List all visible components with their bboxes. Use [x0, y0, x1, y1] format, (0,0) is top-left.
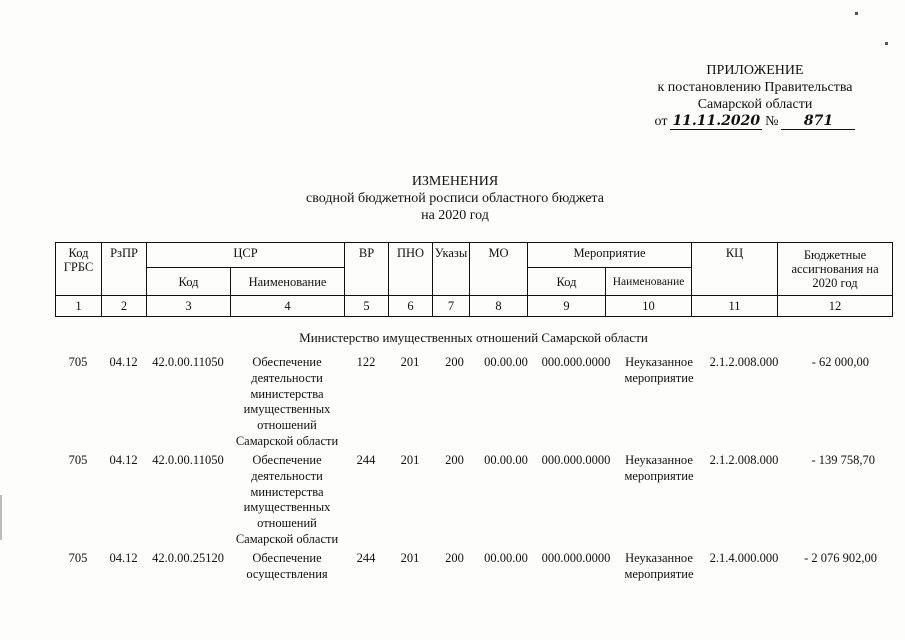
- cell-amount: - 62 000,00: [811, 355, 869, 369]
- header-kod-grbs: Код ГРБС: [56, 243, 102, 296]
- cell-vr: 244: [356, 551, 376, 565]
- cell-pno: 201: [400, 551, 420, 565]
- cell-amount: - 139 758,70: [811, 453, 875, 467]
- header-csr-name: Наименование: [231, 268, 345, 296]
- header-num: 4: [231, 296, 345, 317]
- title-line-1: ИЗМЕНЕНИЯ: [411, 174, 499, 189]
- header-pno: ПНО: [389, 243, 433, 296]
- document-title: [250, 173, 660, 224]
- title-line-2: сводной бюджетной росписи областного бюджета: [306, 191, 604, 206]
- header-num: 10: [606, 296, 692, 317]
- cell-rzpr: 04.12: [109, 551, 138, 565]
- appendix-title: ПРИЛОЖЕНИЕ: [706, 63, 804, 78]
- cell-name: Обеспечение осуществления: [246, 551, 328, 581]
- date-prefix: от: [654, 114, 668, 129]
- cell-grbs: 705: [68, 453, 88, 467]
- header-ukazy: Указы: [433, 243, 470, 296]
- cell-ukazy: 200: [445, 551, 464, 565]
- handwritten-number: 871: [781, 114, 855, 130]
- section-title: Министерство имущественных отношений Самарской области: [299, 330, 648, 345]
- cell-vr: 122: [356, 355, 376, 369]
- cell-vr: 244: [356, 453, 376, 467]
- header-mer-name: Наименование: [606, 268, 692, 296]
- header-mo: МО: [470, 243, 528, 296]
- header-num: 9: [528, 296, 606, 317]
- cell-grbs: 705: [68, 355, 88, 369]
- header-kc: КЦ: [692, 243, 778, 296]
- scan-mark: [855, 12, 858, 15]
- appendix-line-1: к постановлению Правительства: [657, 80, 853, 95]
- header-meropriyatie: Мероприятие: [528, 243, 692, 268]
- cell-mo: 00.00.00: [484, 453, 528, 467]
- appendix-date-row: [620, 113, 890, 130]
- cell-rzpr: 04.12: [109, 355, 138, 369]
- appendix-line-2: Самарской области: [697, 97, 813, 112]
- cell-mer-name: Неуказанное мероприятие: [624, 453, 694, 483]
- number-prefix: №: [765, 114, 779, 129]
- cell-grbs: 705: [68, 551, 88, 565]
- cell-kc: 2.1.2.008.000: [709, 453, 779, 467]
- table-row: [55, 355, 892, 453]
- header-num: 6: [389, 296, 433, 317]
- header-num: 5: [345, 296, 389, 317]
- header-num: 8: [470, 296, 528, 317]
- table-row: [55, 551, 892, 591]
- cell-pno: 201: [400, 355, 420, 369]
- scan-mark: [885, 42, 888, 45]
- header-rzpr: РзПР: [102, 243, 147, 296]
- header-num: 12: [778, 296, 893, 317]
- table-body: [55, 355, 892, 591]
- cell-mer-name: Неуказанное мероприятие: [624, 355, 694, 385]
- cell-mer-name: Неуказанное мероприятие: [624, 551, 694, 581]
- cell-amount: - 2 076 902,00: [804, 551, 877, 565]
- header-num: 2: [102, 296, 147, 317]
- cell-csr: 42.0.00.11050: [152, 355, 224, 369]
- header-num: 1: [56, 296, 102, 317]
- header-mer-kod: Код: [528, 268, 606, 296]
- table-row: [55, 453, 892, 551]
- cell-csr: 42.0.00.25120: [152, 551, 224, 565]
- header-vr: ВР: [345, 243, 389, 296]
- cell-name: Обеспечение деятельности министерства имущественных отношений Самарской области: [235, 355, 339, 448]
- cell-pno: 201: [400, 453, 420, 467]
- cell-mer-kod: 000.000.0000: [541, 551, 611, 565]
- appendix-block: [620, 62, 890, 130]
- cell-kc: 2.1.4.000.000: [709, 551, 779, 565]
- table-header: [55, 242, 893, 317]
- cell-name: Обеспечение деятельности министерства имущественных отношений Самарской области: [235, 453, 339, 546]
- header-budget: Бюджетные ассигнования на 2020 год: [778, 243, 893, 296]
- cell-mo: 00.00.00: [484, 551, 528, 565]
- header-csr-kod: Код: [147, 268, 231, 296]
- scan-edge: [0, 495, 2, 540]
- header-csr: ЦСР: [147, 243, 345, 268]
- cell-kc: 2.1.2.008.000: [709, 355, 779, 369]
- handwritten-date: 11.11.2020: [672, 113, 761, 129]
- cell-mo: 00.00.00: [484, 355, 528, 369]
- header-num: 3: [147, 296, 231, 317]
- cell-mer-kod: 000.000.0000: [541, 453, 611, 467]
- cell-rzpr: 04.12: [109, 453, 138, 467]
- header-num: 7: [433, 296, 470, 317]
- cell-ukazy: 200: [445, 453, 464, 467]
- cell-mer-kod: 000.000.0000: [541, 355, 611, 369]
- cell-csr: 42.0.00.11050: [152, 453, 224, 467]
- cell-ukazy: 200: [445, 355, 464, 369]
- title-line-3: на 2020 год: [421, 208, 489, 223]
- header-num: 11: [692, 296, 778, 317]
